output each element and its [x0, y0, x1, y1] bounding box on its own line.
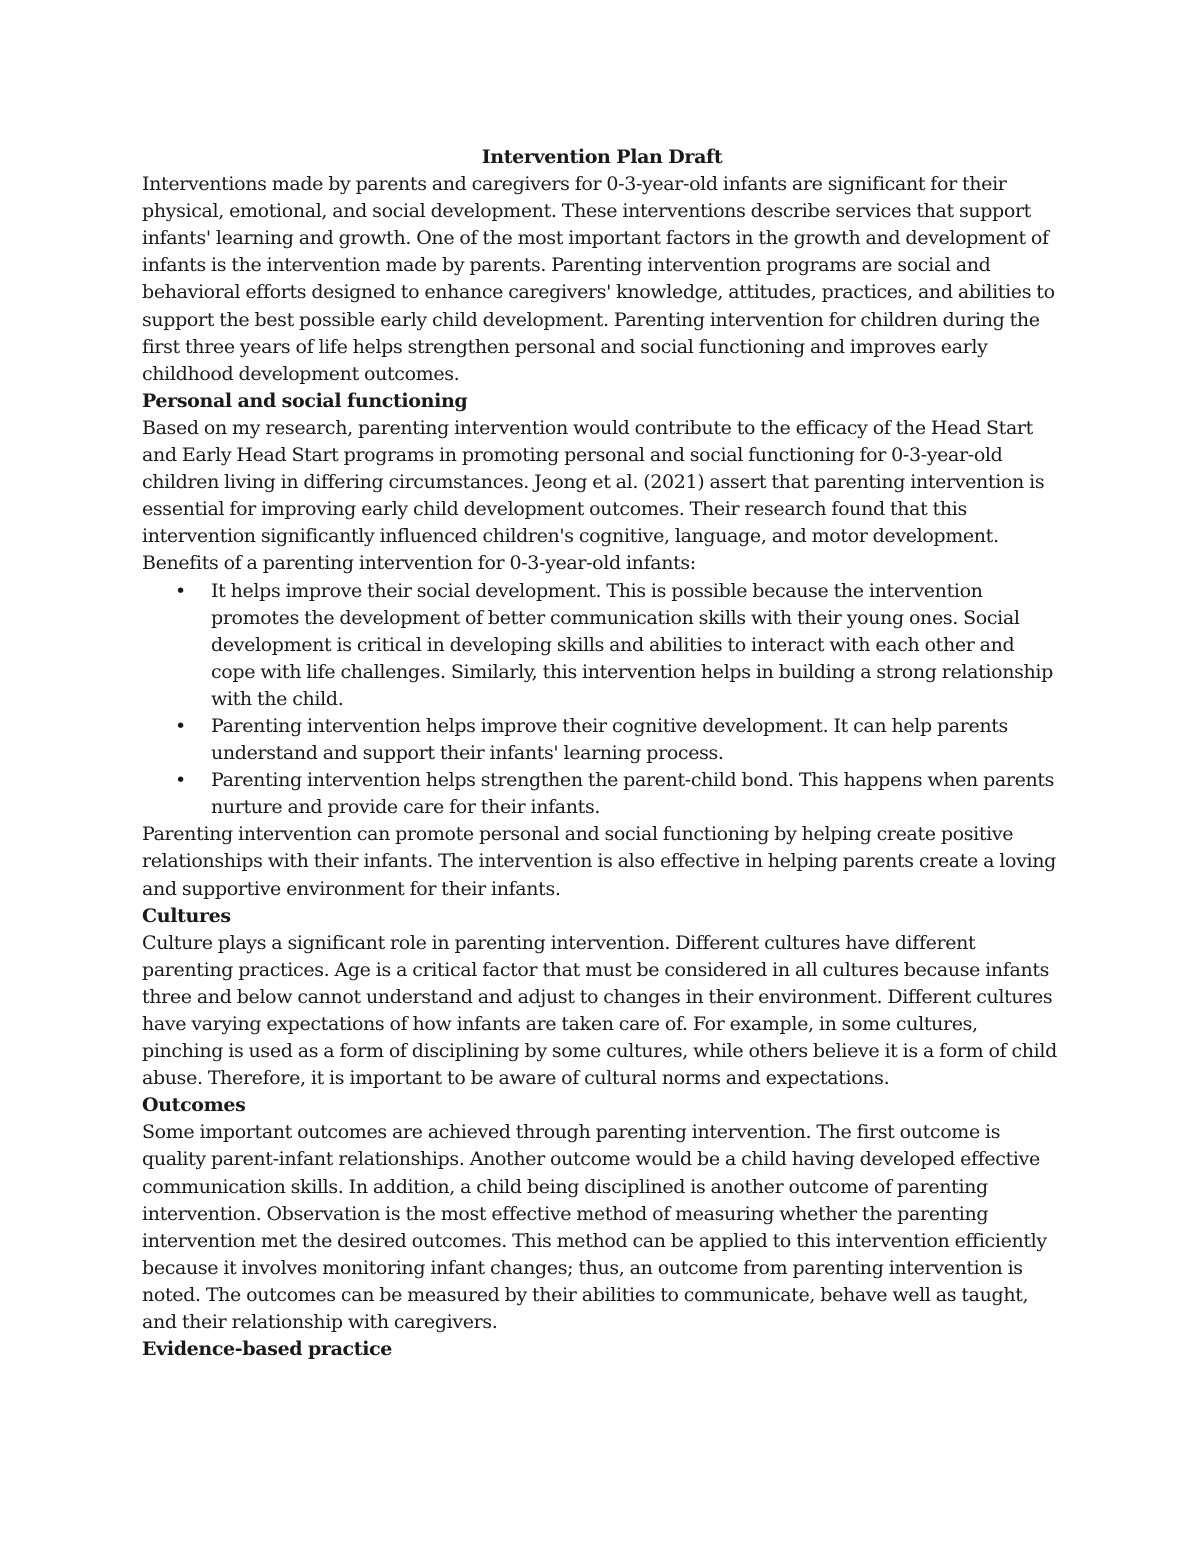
cultures-paragraph: Culture plays a significant role in parenting intervention. Different cultures have different parenting practices. Age is a critical factor that must be considered in all cultures because infants three and below cannot understand and adjust to changes in their environment. Different cultures have varying expectations of how infants are taken care of. For example, in some cultures, pinching is used as a form of disciplining by some cultures, while others believe it is a form of child abuse. Therefore, it is important to be aware of cultural norms and expectations.: [142, 931, 1057, 1090]
personal-social-paragraph: Based on my research, parenting intervention would contribute to the efficacy of the Head Start and Early Head Start programs in promoting personal and social functioning for 0-3-year-old children living in differing circumstances. Jeong et al. (2021) assert that parenting intervention is essential for improving early child development outcomes. Their research found that this intervention significantly influenced children's cognitive, language, and motor development.: [142, 416, 1045, 548]
list-item-text: Parenting intervention helps improve their cognitive development. It can help parents understand and support their infants' learning process.: [211, 714, 1008, 765]
personal-social-closing: Parenting intervention can promote personal and social functioning by helping create positive relationships with their infants. The intervention is also effective in helping parents create a loving and supportive environment for their infants.: [142, 823, 1056, 900]
benefits-intro: Benefits of a parenting intervention for 0-3-year-old infants:: [142, 552, 696, 575]
bullet-icon: •: [175, 769, 186, 792]
document-title: Intervention Plan Draft: [481, 146, 723, 168]
section-heading-evidence-based-practice: Evidence-based practice: [142, 1338, 393, 1361]
section-heading-personal-social: Personal and social functioning: [142, 389, 468, 412]
document-page: [142, 144, 1062, 1363]
list-item-text: Parenting intervention helps strengthen the parent-child bond. This happens when parents nurture and provide care for their infants.: [211, 769, 1055, 819]
section-heading-cultures: Cultures: [142, 904, 231, 927]
bullet-icon: •: [175, 579, 186, 602]
section-heading-outcomes: Outcomes: [142, 1094, 246, 1117]
list-item: [142, 578, 1062, 713]
list-item-text: It helps improve their social development. This is possible because the intervention promotes the development of better communication skills with their young ones. Social development is critical in developing skills and abilities to interact with each other and cope with life challenges. Similarly, this intervention helps in building a strong relationship with the child.: [211, 579, 1053, 710]
intro-paragraph: Interventions made by parents and caregivers for 0-3-year-old infants are significant for their physical, emotional, and social development. These interventions describe services that support infants' learning and growth. One of the most important factors in the growth and development of infants is the intervention made by parents. Parenting intervention programs are social and behavioral efforts designed to enhance caregivers' knowledge, attitudes, practices, and abilities to support the best possible early child development. Parenting intervention for children during the first three years of life helps strengthen personal and social functioning and improves early childhood development outcomes.: [142, 173, 1055, 385]
list-item: [142, 713, 1062, 767]
benefits-list: [142, 578, 1062, 822]
bullet-icon: •: [175, 714, 186, 737]
list-item: [142, 767, 1062, 821]
outcomes-paragraph: Some important outcomes are achieved through parenting intervention. The first outcome is quality parent-infant relationships. Another outcome would be a child having developed effective communication skills. In addition, a child being disciplined is another outcome of parenting intervention. Observation is the most effective method of measuring whether the parenting intervention met the desired outcomes. This method can be applied to this intervention efficiently because it involves monitoring infant changes; thus, an outcome from parenting intervention is noted. The outcomes can be measured by their abilities to communicate, behave well as taught, and their relationship with caregivers.: [142, 1121, 1047, 1334]
